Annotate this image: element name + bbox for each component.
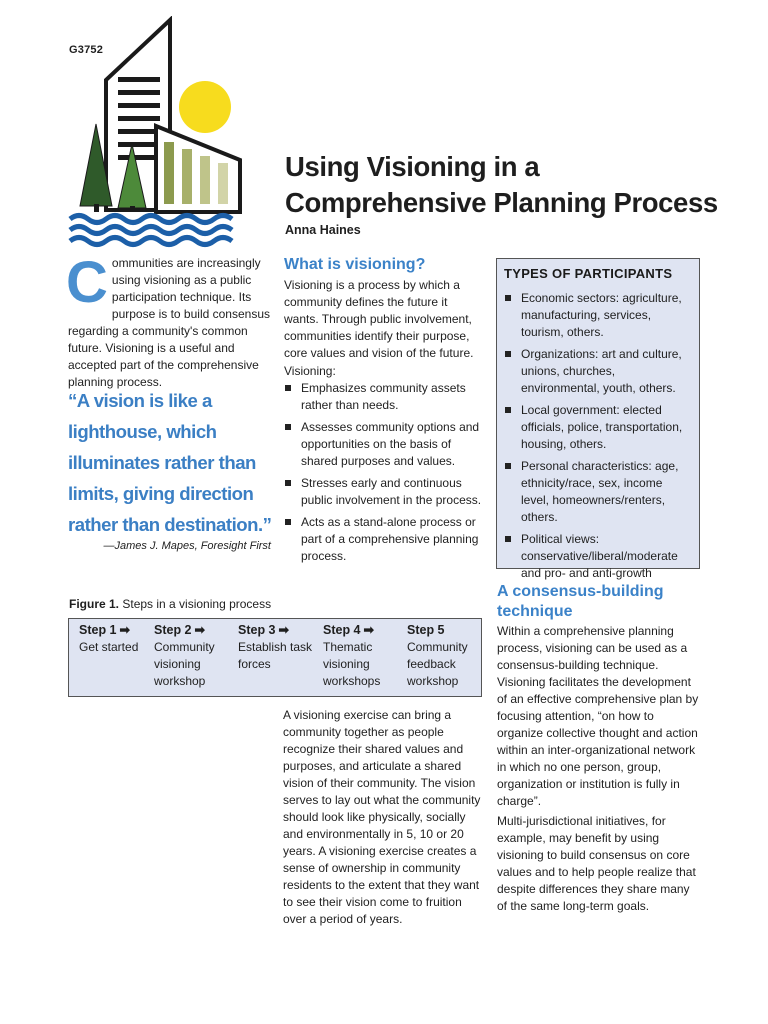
arrow-right-icon: ➡ — [119, 623, 130, 637]
list-item: Emphasizes community assets rather than needs. — [284, 380, 484, 414]
list-item: Personal characteristics: age, ethnicity/race, sex, income level, homeowners/renters, others. — [504, 458, 691, 526]
city-logo-icon — [64, 16, 244, 248]
intro-text: ommunities are increasingly using visioning as a public participation technique. Its purpose is to build consensus regarding a community's common future. Visioning is a useful and accepted part of the comprehensive planning process. — [68, 256, 270, 389]
bullet-icon — [285, 519, 291, 525]
step-1: Step 1 ➡ Get started — [79, 623, 139, 654]
list-item: Local government: elected officials, police, transportation, housing, others. — [504, 402, 691, 453]
document-code: G3752 — [69, 44, 104, 56]
arrow-right-icon: ➡ — [363, 623, 374, 637]
intro-paragraph — [66, 250, 273, 391]
what-is-visioning-heading: What is visioning? — [284, 256, 426, 273]
what-is-visioning-paragraph: Visioning is a process by which a community defines the future it wants. Through public involvement, communities identify their purpose, core values and vision of the future. — [284, 278, 474, 360]
bullet-icon — [285, 385, 291, 391]
list-item: Stresses early and continuous public involvement in the process. — [284, 475, 484, 509]
figure-label: Figure 1. — [69, 597, 120, 611]
quote-attribution: —James J. Mapes, Foresight First — [103, 540, 271, 552]
bullet-icon — [285, 424, 291, 430]
consensus-paragraph-1: Within a comprehensive planning process, visioning can be used as a consensus-building technique. Visioning facilitates the development of an effective comprehensive plan by focusing attention, “on how to organize collective thought and action within an inter-organizational network in which no one person, group, organization or institution is fully in charge”. — [497, 624, 699, 808]
title-line-1: Using Visioning in a — [285, 151, 540, 182]
step-4: Step 4 ➡ Thematic visioning workshops — [323, 623, 381, 688]
steps-figure — [68, 618, 482, 697]
bullet-icon — [505, 536, 511, 542]
pull-quote: “A vision is like a lighthouse, which illuminates rather than limits, giving direction rather than destination.” — [68, 390, 272, 535]
step-2: Step 2 ➡ Community visioning workshop — [154, 623, 215, 688]
figure-caption-text: Steps in a visioning process — [119, 597, 272, 611]
arrow-right-icon: ➡ — [194, 623, 205, 637]
water-waves-icon — [70, 216, 232, 245]
list-item: Acts as a stand-alone process or part of a comprehensive planning process. — [284, 514, 484, 565]
bullet-icon — [505, 295, 511, 301]
step-3: Step 3 ➡ Establish task forces — [238, 623, 313, 671]
list-item: Assesses community options and opportunities on the basis of shared purposes and values. — [284, 419, 484, 470]
list-item: Economic sectors: agriculture, manufacturing, services, tourism, others. — [504, 290, 691, 341]
title-line-2: Comprehensive Planning Process — [285, 187, 718, 218]
bullet-icon — [505, 351, 511, 357]
document-title — [285, 149, 718, 221]
types-of-participants-box — [496, 258, 700, 580]
list-item: Political views: conservative/liberal/moderate and pro- and anti-growth — [504, 531, 691, 582]
types-of-participants-title: TYPES OF PARTICIPANTS — [504, 266, 673, 281]
step-5: Step 5 Community feedback workshop — [407, 623, 468, 688]
consensus-paragraph-2: Multi-jurisdictional initiatives, for example, may benefit by using visioning to build consensus on core values and to help people realize that despite differences they share many of the same long-term goals. — [497, 814, 696, 913]
visioning-list — [284, 380, 484, 570]
figure-caption — [69, 597, 271, 611]
visioning-list-label: Visioning: — [284, 364, 336, 378]
drop-cap: C — [66, 250, 108, 315]
bullet-icon — [505, 463, 511, 469]
author-name: Anna Haines — [285, 223, 361, 237]
list-item: Organizations: art and culture, unions, churches, environmental, youth, others. — [504, 346, 691, 397]
arrow-right-icon: ➡ — [278, 623, 289, 637]
bullet-icon — [505, 407, 511, 413]
consensus-heading: A consensus-building technique — [497, 583, 664, 620]
sun-icon — [179, 81, 231, 133]
visioning-exercise-paragraph: A visioning exercise can bring a community together as people recognize their shared values and purposes, and articulate a shared vision of their community. The vision serves to lay out what the community should look like physically, socially and environmentally in 5, 10 or 20 years. A visioning exercise creates a sense of ownership in community residents to the extent that they want to see their vision come to fruition over a period of years. — [283, 708, 481, 926]
participants-list — [504, 290, 691, 582]
bullet-icon — [285, 480, 291, 486]
